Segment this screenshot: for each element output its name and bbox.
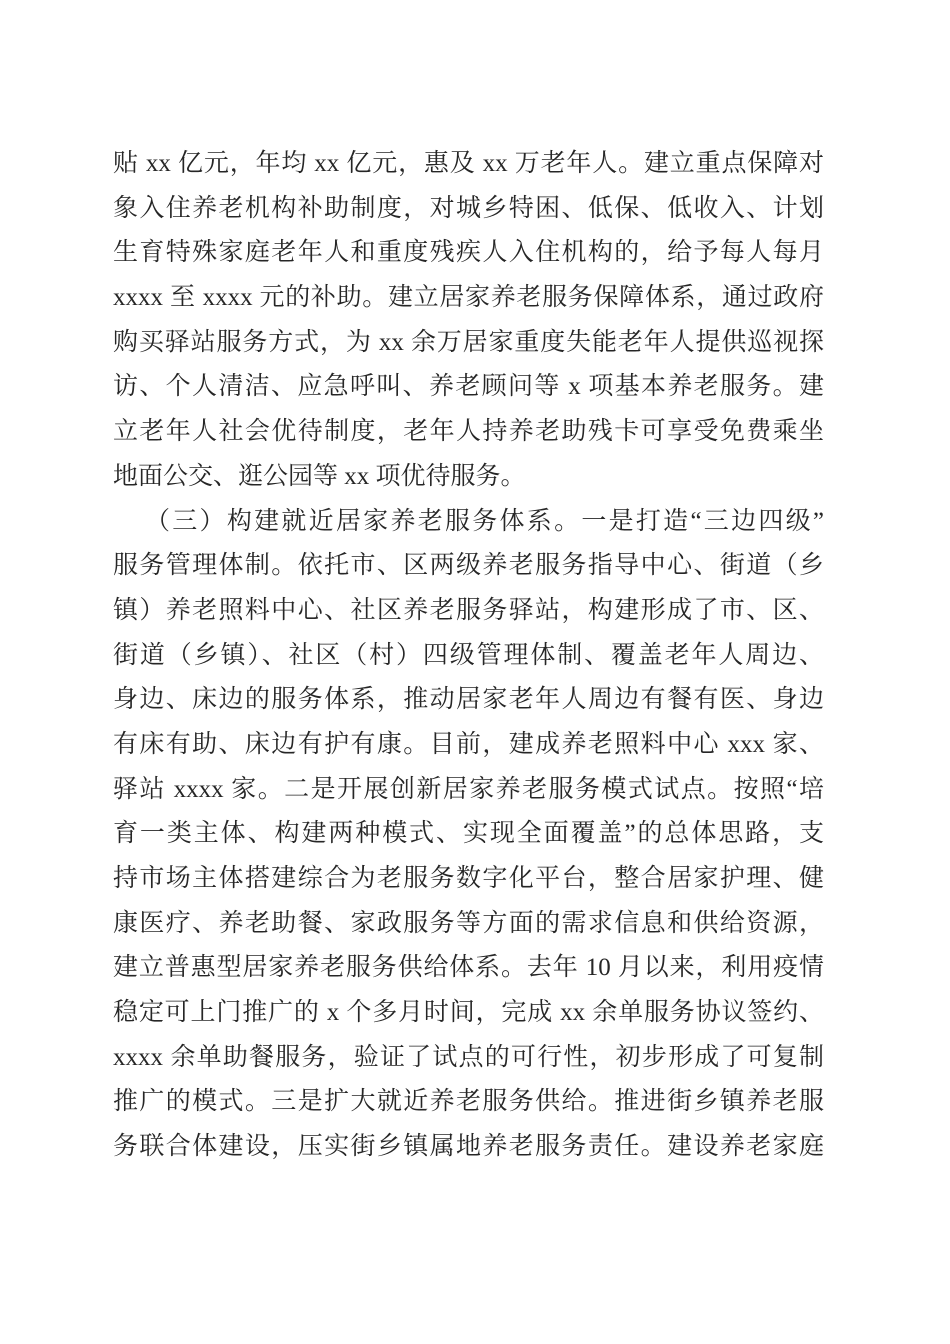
text-line: 康医疗、养老助餐、家政服务等方面的需求信息和供给资源， [113, 909, 824, 937]
text-line: 身边、床边的服务体系，推动居家老年人周边有餐有医、身边 [113, 686, 824, 714]
text-line: 贴 xx 亿元，年均 xx 亿元，惠及 xx 万老年人。建立重点保障对 [113, 150, 824, 177]
text-line: 有床有助、床边有护有康。目前，建成养老照料中心 xxx 家、 [113, 730, 824, 758]
text-line: 建立普惠型居家养老服务供给体系。去年 10 月以来，利用疫情 [113, 954, 824, 982]
text-line: 推广的模式。三是扩大就近养老服务供给。推进街乡镇养老服 [113, 1088, 824, 1116]
text-line: 访、个人清洁、应急呼叫、养老顾问等 x 项基本养老服务。建 [113, 373, 824, 401]
text-line: 立老年人社会优待制度，老年人持养老助残卡可享受免费乘坐 [113, 418, 824, 446]
paragraph-subsidy-continuation [113, 142, 824, 500]
text-line: 持市场主体搭建综合为老服务数字化平台，整合居家护理、健 [113, 865, 824, 892]
text-line: 镇）养老照料中心、社区养老服务驿站，构建形成了市、区、 [113, 596, 824, 624]
text-line: 驿站 xxxx 家。二是开展创新居家养老服务模式试点。按照“培 [113, 775, 824, 803]
text-line: 生育特殊家庭老年人和重度残疾人入住机构的，给予每人每月 [113, 239, 824, 267]
text-line: 务联合体建设，压实街乡镇属地养老服务责任。建设养老家庭 [113, 1133, 824, 1161]
document-body [113, 142, 824, 1170]
text-line: 街道（乡镇）、社区（村）四级管理体制、覆盖老年人周边、 [113, 641, 824, 669]
text-line: 象入住养老机构补助制度，对城乡特困、低保、低收入、计划 [113, 194, 824, 222]
text-line: 购买驿站服务方式，为 xx 余万居家重度失能老年人提供巡视探 [113, 328, 824, 356]
text-line: 地面公交、逛公园等 xx 项优待服务。 [113, 462, 526, 490]
text-line: （三）构建就近居家养老服务体系。一是打造“三边四级” [145, 507, 824, 535]
paragraph-section-three-nearby-home-care [113, 500, 824, 1170]
text-line: 服务管理体制。依托市、区两级养老服务指导中心、街道（乡 [113, 552, 824, 580]
text-line: 稳定可上门推广的 x 个多月时间，完成 xx 余单服务协议签约、 [113, 999, 824, 1027]
text-line: xxxx 至 xxxx 元的补助。建立居家养老服务保障体系，通过政府 [113, 284, 824, 312]
text-line: xxxx 余单助餐服务，验证了试点的可行性，初步形成了可复制 [113, 1043, 824, 1071]
text-line: 育一类主体、构建两种模式、实现全面覆盖”的总体思路，支 [113, 820, 824, 848]
